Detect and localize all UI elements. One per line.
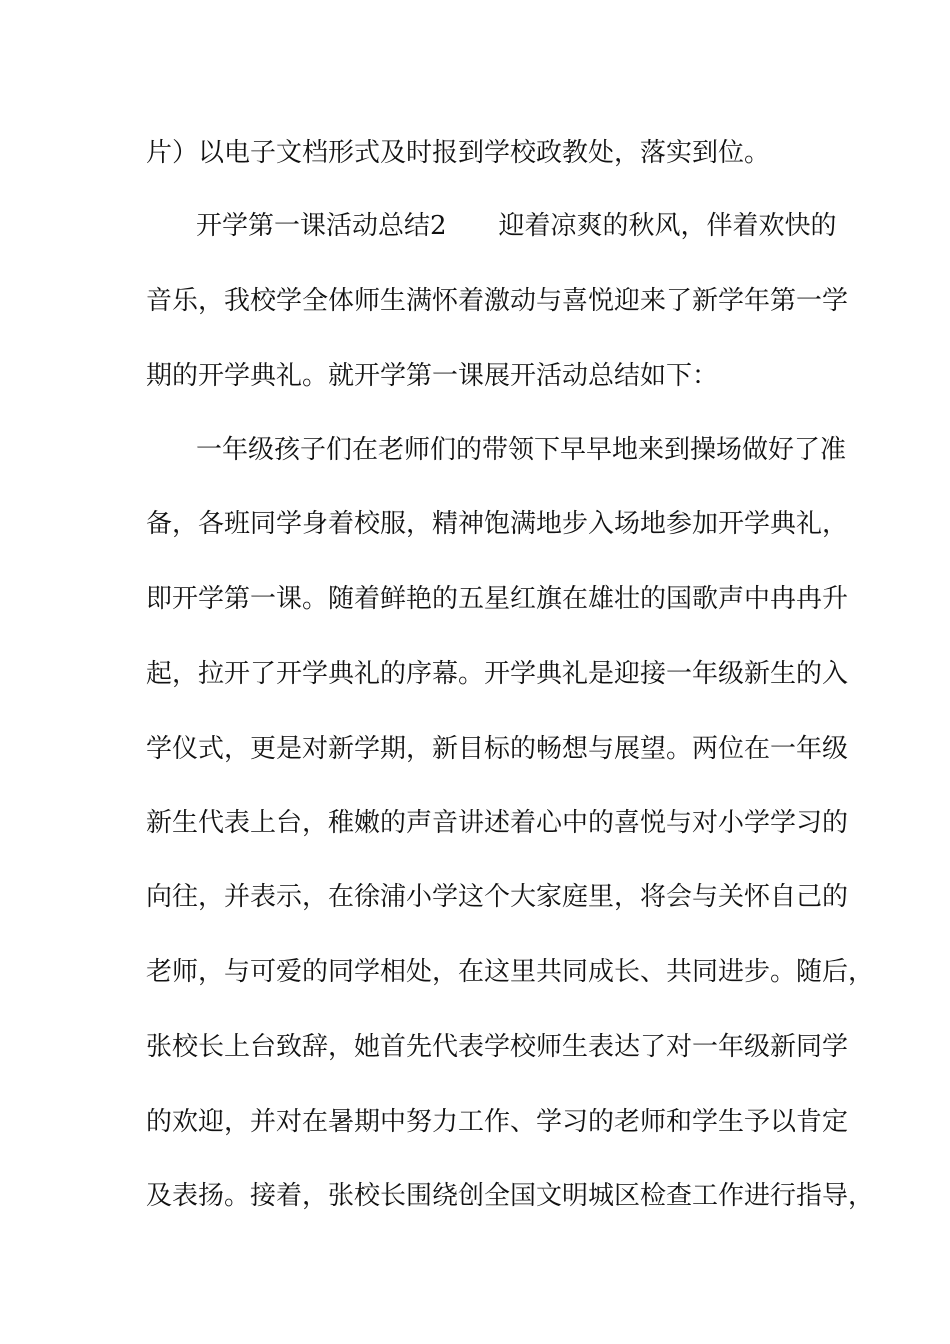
text-line: 片）以电子文档形式及时报到学校政教处，落实到位。 — [146, 138, 771, 168]
text-line: 老师，与可爱的同学相处，在这里共同成长、共同进步。随后， — [146, 957, 875, 987]
section-title: 开学第一课活动总结2 — [196, 211, 447, 241]
text-line: 张校长上台致辞，她首先代表学校师生表达了对一年级新同学 — [146, 1032, 849, 1062]
text-line: 即开学第一课。随着鲜艳的五星红旗在雄壮的国歌声中冉冉升 — [146, 584, 849, 614]
text-line: 起，拉开了开学典礼的序幕。开学典礼是迎接一年级新生的入 — [146, 659, 849, 689]
text-line: 向往，并表示，在徐浦小学这个大家庭里，将会与关怀自己的 — [146, 882, 849, 912]
text-line: 及表扬。接着，张校长围绕创全国文明城区检查工作进行指导， — [146, 1181, 875, 1211]
text-line: 迎着凉爽的秋风，伴着欢快的 — [498, 211, 837, 241]
text-line: 期的开学典礼。就开学第一课展开活动总结如下： — [146, 361, 719, 391]
text-line: 备，各班同学身着校服，精神饱满地步入场地参加开学典礼， — [146, 509, 849, 539]
text-line: 新生代表上台，稚嫩的声音讲述着心中的喜悦与对小学学习的 — [146, 808, 849, 838]
text-line: 的欢迎，并对在暑期中努力工作、学习的老师和学生予以肯定 — [146, 1107, 849, 1137]
text-line: 学仪式，更是对新学期，新目标的畅想与展望。两位在一年级 — [146, 734, 849, 764]
text-line: 一年级孩子们在老师们的带领下早早地来到操场做好了准 — [196, 435, 847, 465]
paragraph-heading-line — [196, 210, 886, 242]
text-line: 音乐，我校学全体师生满怀着激动与喜悦迎来了新学年第一学 — [146, 286, 849, 316]
